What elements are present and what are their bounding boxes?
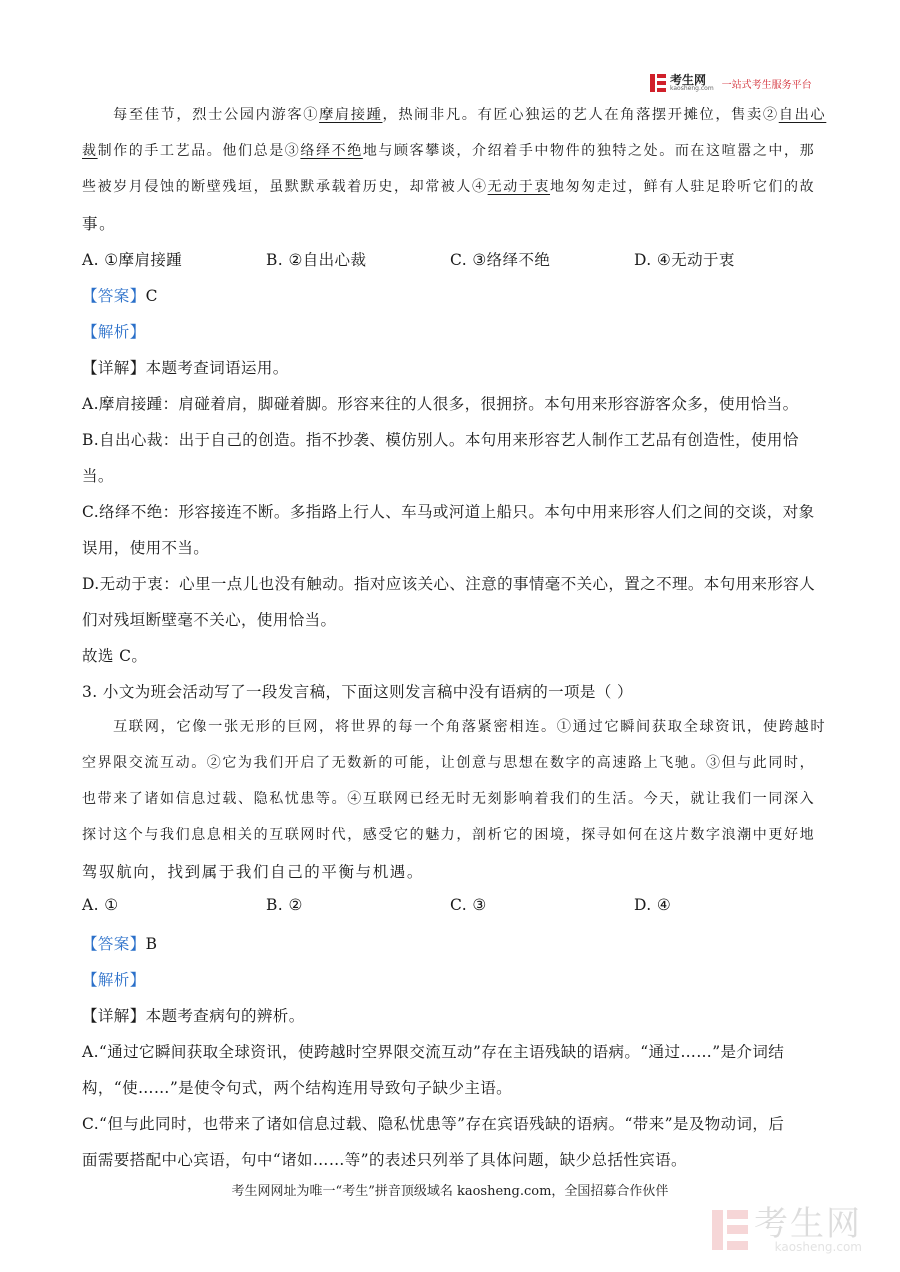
- q3-detail-line: A.“通过它瞬间获取全球资讯，使跨越时空界限交流互动”存在主语残缺的语病。“通过……”是介词结: [82, 1043, 785, 1061]
- q2-detail-line: A.摩肩接踵：肩碰着肩，脚碰着脚。形容来往的人很多，很拥挤。本句用来形容游客众多，使用恰当。: [82, 395, 799, 413]
- q2-passage-line-4: 事。: [82, 215, 117, 233]
- q3-passage-line: 也带来了诸如信息过载、隐私忧患等。④互联网已经无时无刻影响着我们的生活。今天，就让我们一同深入: [82, 791, 816, 807]
- q3-answer: 【答案】B: [82, 935, 158, 953]
- q2-option-d: D. ④无动于衷: [634, 251, 735, 269]
- q3-option-b: B. ②: [266, 896, 303, 914]
- q2-option-a: A. ①摩肩接踵: [82, 251, 183, 269]
- kaosheng-logo-icon: [650, 74, 666, 92]
- q3-passage-line: 互联网，它像一张无形的巨网，将世界的每一个角落紧密相连。①通过它瞬间获取全球资讯，使跨越时: [113, 719, 827, 735]
- q2-detail-line: B.自出心裁：出于自己的创造。指不抄袭、模仿别人。本句用来形容艺人制作工艺品有创造性，使用恰: [82, 431, 799, 449]
- logo-slogan: 一站式考生服务平台: [721, 79, 812, 91]
- q2-detail-line: 们对残垣断壁毫不关心，使用恰当。: [82, 611, 337, 629]
- q2-detail-line: 误用，使用不当。: [82, 539, 210, 557]
- q2-option-c: C. ③络绎不绝: [450, 251, 551, 269]
- q3-option-d: D. ④: [634, 896, 672, 914]
- q3-analysis-tag: 【解析】: [82, 971, 146, 989]
- q2-option-b: B. ②自出心裁: [266, 251, 367, 269]
- q3-passage-line: 探讨这个与我们息息相关的互联网时代，感受它的魅力，剖析它的困境，探寻如何在这片数字浪潮中更好地: [82, 827, 816, 843]
- q2-detail-line: 当。: [82, 467, 114, 485]
- q3-detail: 【详解】本题考查病句的辨析。: [82, 1007, 305, 1025]
- q2-passage-line-1: 每至佳节，烈士公园内游客①摩肩接踵，热闹非凡。有匠心独运的艺人在角落摆开摊位，售卖②自出心: [113, 107, 827, 123]
- page-footer: 考生网网址为唯一“考生”拼音顶级域名 kaosheng.com，全国招募合作伙伴: [231, 1184, 669, 1199]
- watermark-name: 考生网: [754, 1204, 862, 1244]
- q2-analysis-tag: 【解析】: [82, 323, 146, 341]
- q3-passage-line: 空界限交流互动。②它为我们开启了无数新的可能，让创意与思想在数字的高速路上飞驰。③但与此同时，: [82, 755, 816, 771]
- q2-answer: 【答案】C: [82, 287, 158, 305]
- q3-passage-line: 驾驭航向，找到属于我们自己的平衡与机遇。: [82, 863, 425, 881]
- watermark-domain: kaosheng.com: [774, 1240, 862, 1254]
- q2-detail-line: D.无动于衷：心里一点儿也没有触动。指对应该关心、注意的事情毫不关心，置之不理。本句用来形容人: [82, 575, 816, 593]
- q2-detail: 【详解】本题考查词语运用。: [82, 359, 289, 377]
- logo-domain: kaosheng.com: [670, 85, 714, 92]
- q3-option-a: A. ①: [82, 896, 119, 914]
- logo-name: 考生网: [670, 73, 707, 87]
- q3-stem: 3. 小文为班会活动写了一段发言稿，下面这则发言稿中没有语病的一项是（ ）: [82, 683, 633, 701]
- q3-detail-line: C.“但与此同时，也带来了诸如信息过载、隐私忧患等”存在宾语残缺的语病。“带来”是及物动词，后: [82, 1115, 785, 1133]
- q2-passage-line-3: 些被岁月侵蚀的断壁残垣，虽默默承载着历史，却常被人④无动于衷地匆匆走过，鲜有人驻足聆听它们的故: [82, 179, 816, 195]
- header-logo: [650, 70, 850, 96]
- q2-passage-line-2: 裁制作的手工艺品。他们总是③络绎不绝地与顾客攀谈，介绍着手中物件的独特之处。而在这喧嚣之中，那: [82, 143, 816, 159]
- q2-detail-line: C.络绎不绝：形容接连不断。多指路上行人、车马或河道上船只。本句中用来形容人们之间的交谈，对象: [82, 503, 815, 521]
- watermark: [712, 1200, 892, 1260]
- q2-conclusion: 故选 C。: [82, 647, 148, 665]
- kaosheng-watermark-icon: [712, 1210, 748, 1250]
- q3-detail-line: 面需要搭配中心宾语，句中“诸如……等”的表述只列举了具体问题，缺少总括性宾语。: [82, 1151, 687, 1169]
- q3-option-c: C. ③: [450, 896, 487, 914]
- q3-detail-line: 构，“使……”是使令句式，两个结构连用导致句子缺少主语。: [82, 1079, 513, 1097]
